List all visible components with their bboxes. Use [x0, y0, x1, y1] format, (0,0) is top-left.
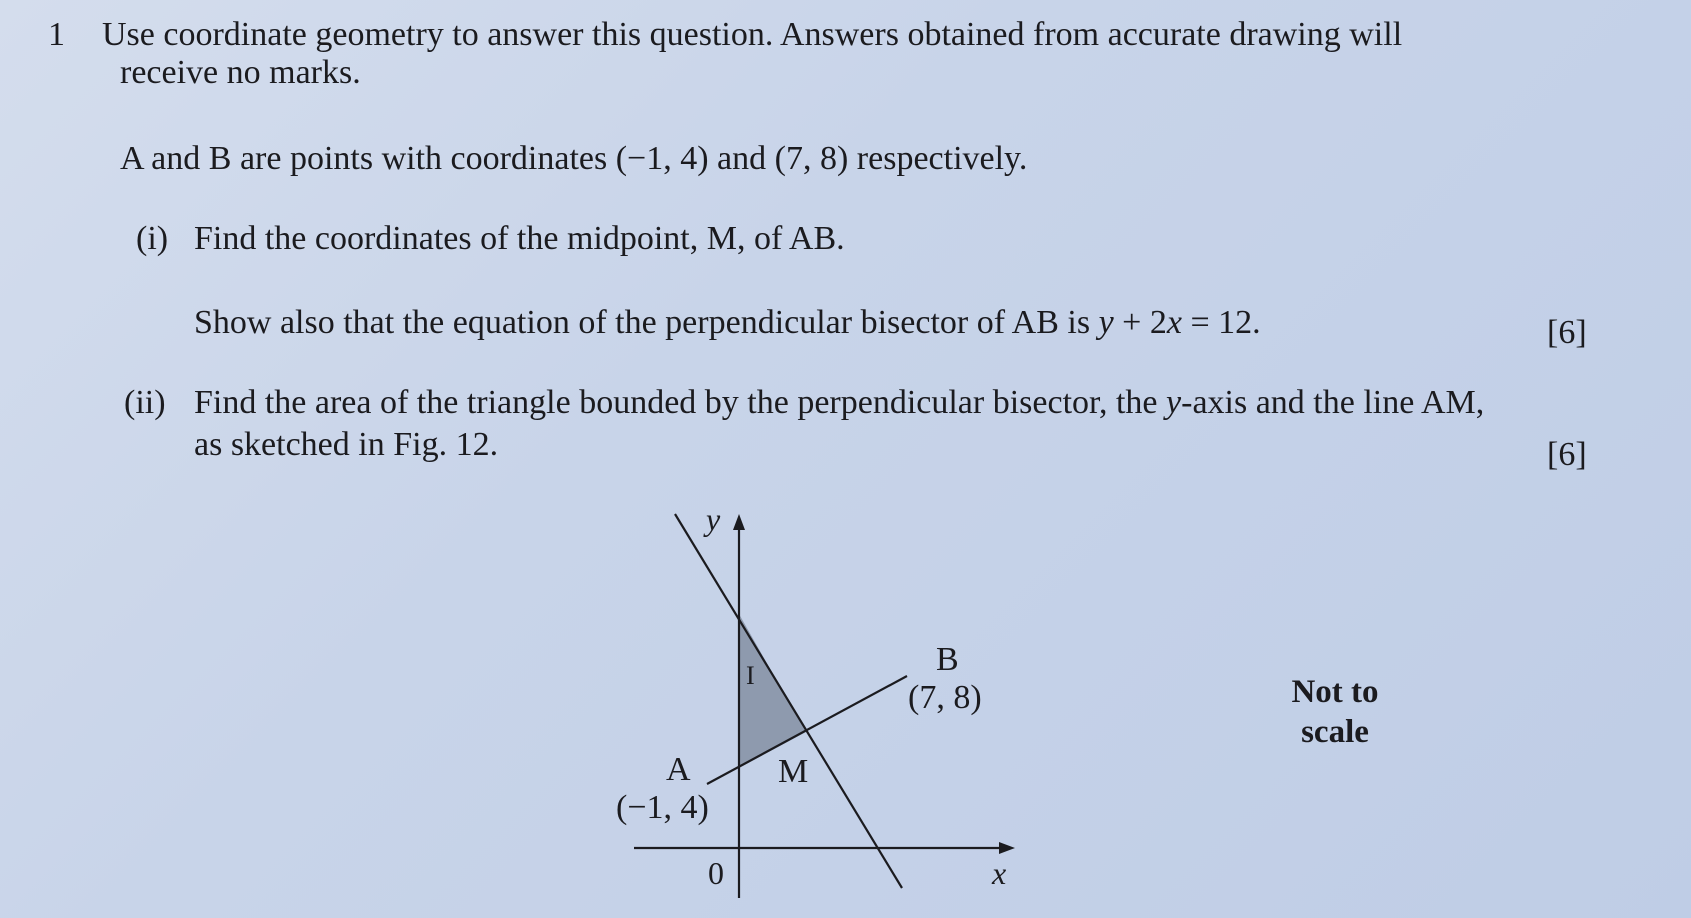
x-axis-arrowhead	[999, 842, 1015, 854]
given-points-text: A and B are points with coordinates (−1, 4) and (7, 8) respectively.	[120, 140, 1028, 177]
perpendicular-bisector-line	[675, 514, 902, 888]
y-axis-label: y	[706, 501, 721, 537]
equation-x: x	[1166, 304, 1182, 341]
part-i-text: Find the coordinates of the midpoint, M, of AB.	[194, 220, 845, 257]
part-ii-text-b: -axis and the line AM,	[1181, 384, 1485, 421]
y-axis-arrowhead	[733, 514, 745, 530]
origin-label: 0	[708, 855, 724, 891]
part-ii-marks: [6]	[1547, 436, 1587, 473]
equation-mid: + 2	[1113, 304, 1167, 341]
point-a-coords: (−1, 4)	[616, 789, 709, 826]
part-i-label: (i)	[136, 220, 169, 257]
show-prefix: Show also that the equation of the perpendicular bisector of AB is	[194, 304, 1099, 341]
note-line-1: Not to	[1291, 674, 1379, 710]
part-ii-text-a: Find the area of the triangle bounded by the perpendicular bisector, the	[194, 384, 1167, 421]
equation-end: = 12.	[1181, 304, 1261, 341]
part-ii-text-line2: as sketched in Fig. 12.	[194, 426, 499, 463]
part-ii-label: (ii)	[124, 384, 166, 421]
equation-y: y	[1098, 304, 1114, 341]
question-intro-line1: Use coordinate geometry to answer this question. Answers obtained from accurate drawing will	[102, 16, 1403, 53]
note-line-2: scale	[1301, 714, 1369, 750]
part-i-marks: [6]	[1547, 314, 1587, 351]
point-b-label: B	[936, 641, 959, 678]
question-intro-line2: receive no marks.	[120, 54, 361, 91]
x-axis-label: x	[992, 855, 1007, 891]
point-b-coords: (7, 8)	[908, 679, 982, 716]
part-ii-text-y: y	[1166, 384, 1182, 421]
cursor-mark-icon: I	[746, 661, 755, 690]
point-m-label: M	[778, 753, 809, 790]
point-a-label: A	[666, 751, 691, 788]
not-to-scale-note	[1230, 672, 1440, 752]
question-number: 1	[48, 16, 65, 53]
